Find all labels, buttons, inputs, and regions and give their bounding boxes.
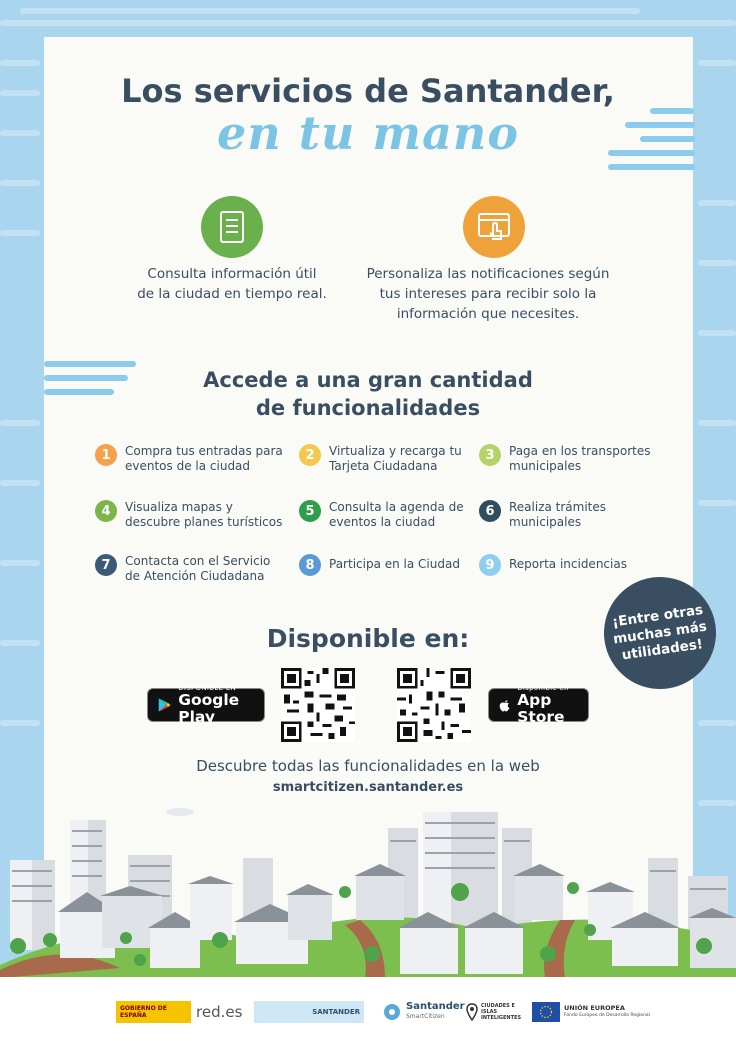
feature-circle-info bbox=[201, 196, 263, 258]
functionality-label: Paga en los transportes municipales bbox=[509, 444, 651, 473]
number-badge: 4 bbox=[95, 500, 117, 522]
gobierno-logo: GOBIERNO DE ESPAÑA bbox=[116, 1001, 191, 1023]
notification-touch-icon bbox=[477, 211, 511, 243]
city-illustration bbox=[0, 800, 736, 978]
santander-ciudad-logo: SANTANDER bbox=[254, 1001, 364, 1023]
web-description: Descubre todas las funcionalidades en la web bbox=[196, 757, 540, 775]
section-heading bbox=[0, 366, 736, 422]
union-europea-logo bbox=[532, 1001, 650, 1023]
functionality-label: Participa en la Ciudad bbox=[329, 557, 460, 571]
smartcitizen-icon bbox=[382, 1003, 402, 1021]
number-badge: 1 bbox=[95, 444, 117, 466]
functionality-label: Compra tus entradas para eventos de la ciudad bbox=[125, 444, 283, 473]
app-store-badge[interactable] bbox=[488, 684, 589, 726]
location-pin-icon bbox=[466, 1003, 478, 1021]
ciudades-text: CIUDADES E ISLAS INTELIGENTES bbox=[481, 1003, 522, 1021]
functionality-item-7 bbox=[95, 554, 270, 584]
section-heading-line2: de funcionalidades bbox=[255, 396, 481, 420]
available-heading: Disponible en: bbox=[266, 624, 470, 653]
functionality-item-2 bbox=[299, 444, 462, 474]
qr-code-android[interactable] bbox=[281, 668, 355, 742]
page-title: Los servicios de Santander, bbox=[121, 72, 615, 110]
document-icon bbox=[217, 210, 247, 244]
functionality-label: Realiza trámites municipales bbox=[509, 500, 607, 529]
functionality-item-3 bbox=[479, 444, 650, 474]
web-url-link[interactable]: smartcitizen.santander.es bbox=[272, 780, 464, 795]
functionality-item-6 bbox=[479, 500, 606, 530]
number-badge: 5 bbox=[299, 500, 321, 522]
functionality-item-4 bbox=[95, 500, 282, 530]
number-badge: 9 bbox=[479, 554, 501, 576]
ciudades-inteligentes-logo bbox=[466, 1001, 527, 1023]
ue-title: UNIÓN EUROPEA bbox=[564, 1004, 625, 1012]
google-play-small: DISPONIBLE EN bbox=[178, 684, 237, 692]
apple-icon bbox=[499, 696, 510, 715]
functionality-item-8 bbox=[299, 554, 460, 576]
functionality-label: Virtualiza y recarga tu Tarjeta Ciudadana bbox=[329, 444, 462, 473]
santander-smartcitizen-logo bbox=[382, 1001, 465, 1023]
smartcitizen-sub: SmartCitizen bbox=[406, 1013, 445, 1020]
page-subtitle: en tu mano bbox=[216, 106, 520, 160]
qr-code-ios[interactable] bbox=[397, 668, 471, 742]
number-badge: 7 bbox=[95, 554, 117, 576]
number-badge: 3 bbox=[479, 444, 501, 466]
feature-text-notifications: Personaliza las notificaciones según tus intereses para recibir solo la información que necesites. bbox=[366, 266, 610, 322]
functionality-label: Reporta incidencias bbox=[509, 557, 627, 571]
functionality-item-5 bbox=[299, 500, 464, 530]
more-utilities-bubble: ¡Entre otras muchas más utilidades! bbox=[597, 570, 723, 696]
functionality-item-1 bbox=[95, 444, 283, 474]
smartcitizen-title: Santander bbox=[406, 1001, 465, 1012]
google-play-big: Google Play bbox=[178, 691, 240, 726]
number-badge: 2 bbox=[299, 444, 321, 466]
google-play-badge[interactable] bbox=[147, 684, 265, 726]
app-store-small: Disponible en bbox=[517, 684, 569, 692]
app-store-big: App Store bbox=[517, 691, 565, 726]
number-badge: 6 bbox=[479, 500, 501, 522]
functionality-label: Contacta con el Servicio de Atención Ciudadana bbox=[125, 554, 271, 583]
functionality-label: Consulta la agenda de eventos la ciudad bbox=[329, 500, 464, 529]
google-play-icon bbox=[158, 695, 171, 715]
functionality-label: Visualiza mapas y descubre planes turísticos bbox=[125, 500, 283, 529]
section-heading-line1: Accede a una gran cantidad bbox=[203, 368, 533, 392]
eu-flag-icon bbox=[532, 1002, 560, 1022]
feature-text-info: Consulta información útil de la ciudad en tiempo real. bbox=[137, 266, 327, 302]
decor-stripe bbox=[608, 164, 695, 170]
number-badge: 8 bbox=[299, 554, 321, 576]
feature-circle-notifications bbox=[463, 196, 525, 258]
functionality-item-9 bbox=[479, 554, 627, 576]
ue-sub: Fondo Europeo de Desarrollo Regional bbox=[564, 1013, 650, 1018]
redes-logo: red.es bbox=[196, 1003, 243, 1021]
